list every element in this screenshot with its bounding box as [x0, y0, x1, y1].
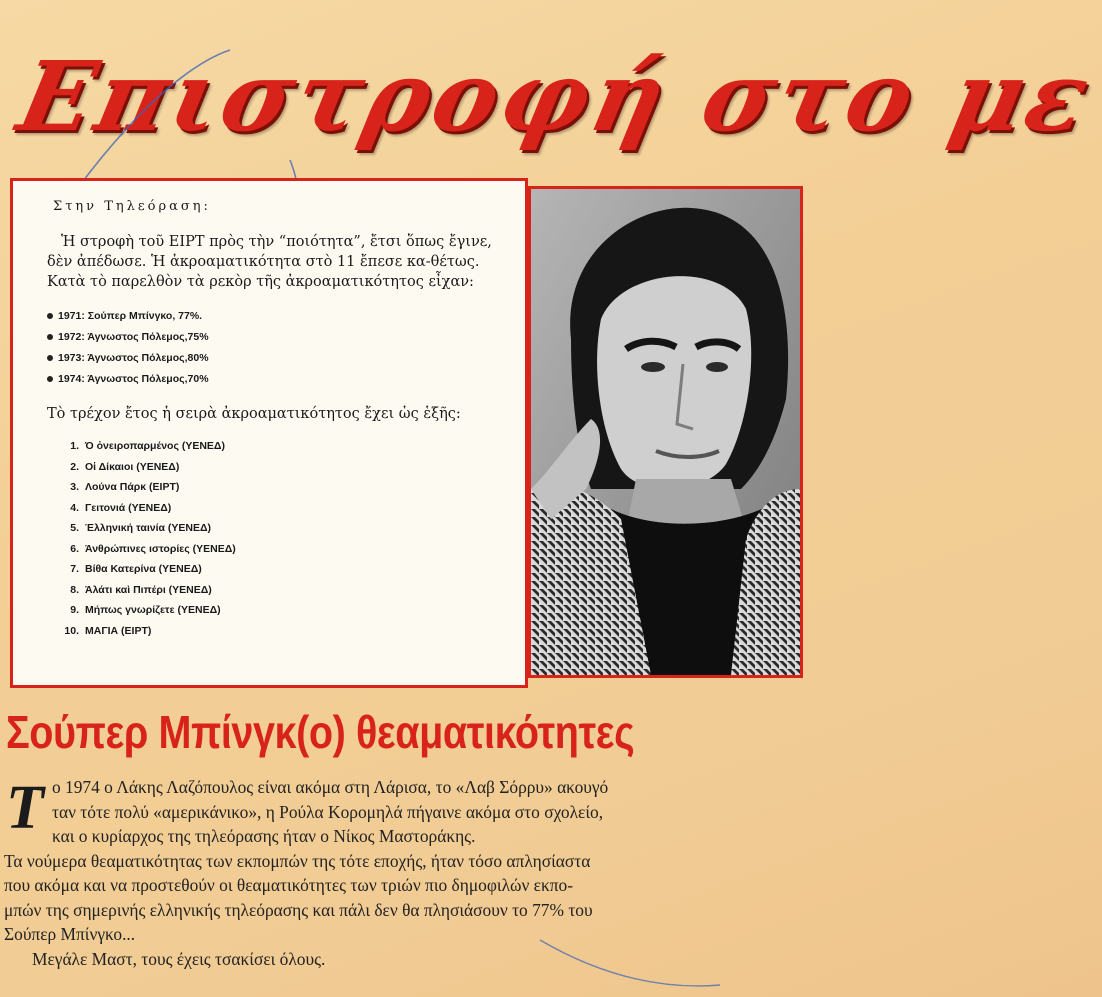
bullet-icon	[47, 376, 53, 382]
portrait-photo	[528, 186, 803, 678]
list-item: 4. Γειτονιά (ΥΕΝΕΔ)	[70, 501, 172, 514]
list-item: 1. Ό ὀνειροπαρμένος (ΥΕΝΕΔ)	[70, 440, 225, 452]
article-body	[4, 775, 820, 971]
article-paragraph-2: Τα νούμερα θεαματικότητας των εκπομπών της τότε εποχής, ήταν τόσο απλησίαστα που ακόμα και να προστεθούν οι θεαματικότητες των τριών πιο δημοφιλών εκπο- μπών της σημερινής ελληνικής τηλεόρασης και πάλι δεν θα πλησιάσουν το 77% του Σούπερ Μπίνγκο...	[4, 850, 593, 944]
list-item: 8. Άλάτι καὶ Πιπέρι (ΥΕΝΕΔ)	[70, 583, 212, 596]
tv-box-heading: Στην Τηλεόραση:	[53, 199, 211, 214]
tv-box-intro: Ἡ στροφὴ τοῦ ΕΙΡΤ πρὸς τὴν “ποιότητα”, ἔτσι ὅπως ἔγινε, δὲν ἀπέδωσε. Ἡ ἀκροαματικότητα στὸ 11 ἔπεσε κα-θέτως. Κατὰ τὸ παρελθὸν τὰ ρεκὸρ τῆς ἀκροαματικότητος εἶχαν:	[47, 234, 492, 290]
list-item: 9. Μήπως γνωρίζετε (ΥΕΝΕΔ)	[70, 604, 221, 616]
bullet-icon	[47, 355, 53, 361]
list-item: 5. Έλληνική ταινία (ΥΕΝΕΔ)	[70, 522, 212, 534]
current-ranking-intro: Τὸ τρέχον ἔτος ἡ σειρὰ ἀκροαματικότητος ἔχει ὡς ἑξῆς:	[47, 406, 461, 422]
list-item: 1971: Σούπερ Μπίνγκο, 77%.	[47, 306, 505, 327]
list-item: 10. ΜΑΓΙΑ (ΕΙΡΤ)	[64, 624, 152, 637]
list-item: 3. Λούνα Πάρκ (ΕΙΡΤ)	[70, 481, 180, 493]
article-paragraph-1: ο 1974 ο Λάκης Λαζόπουλος είναι ακόμα στη Λάρισα, το «Λαβ Σόρρυ» ακουγό ταν τότε πολύ «αμερικάνικο», η Ρούλα Κορομηλά πήγαινε ακόμα στο σχολείο, και ο κυρίαρχος της τηλεόρασης ήταν ο Νίκος Μαστοράκης.	[52, 777, 609, 846]
article-paragraph-3: Μεγάλε Μαστ, τους έχεις τσακίσει όλους.	[32, 948, 326, 969]
list-item: 1974: Άγνωστος Πόλεμος,70%	[47, 369, 505, 390]
drop-cap: Τ	[6, 774, 44, 842]
list-item: 1973: Άγνωστος Πόλεμος,80%	[47, 348, 505, 369]
tv-ratings-box	[10, 178, 528, 688]
bullet-icon	[47, 334, 53, 340]
magazine-headline: Επιστροφή στο με	[9, 40, 1102, 153]
portrait-illustration	[531, 189, 800, 675]
list-item: 6. Άνθρώπινες ιστορίες (ΥΕΝΕΔ)	[70, 542, 236, 555]
article-subhead: Σούπερ Μπίνγκ(ο) θεαματικότητες	[6, 706, 635, 758]
list-item: 2. Οἱ Δίκαιοι (ΥΕΝΕΔ)	[70, 460, 180, 473]
ratings-records-list	[47, 306, 505, 390]
list-item: 7. Βίθα Κατερίνα (ΥΕΝΕΔ)	[70, 563, 202, 575]
current-ranking-list	[47, 436, 505, 641]
list-item: 1972: Άγνωστος Πόλεμος,75%	[47, 327, 505, 348]
bullet-icon	[47, 313, 53, 319]
